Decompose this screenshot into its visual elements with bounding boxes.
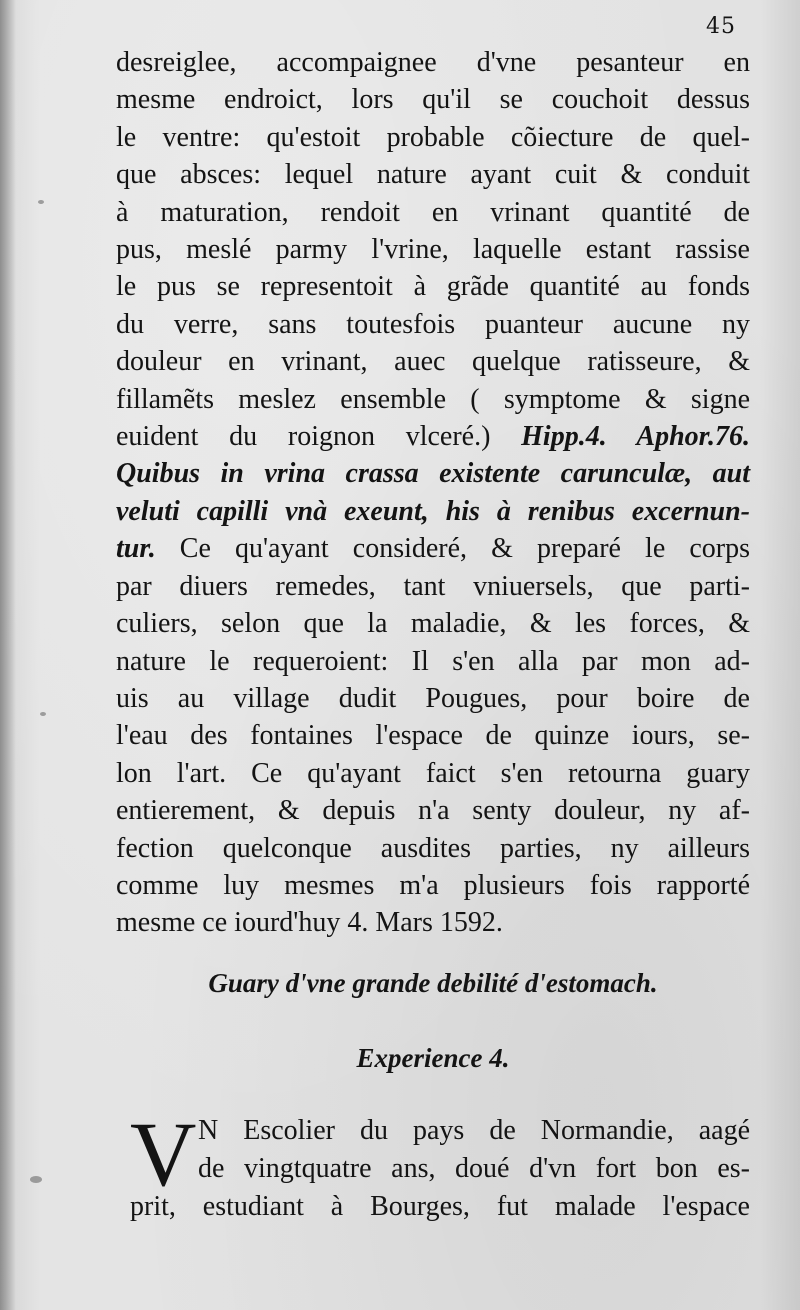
text-line: de vingtquatre ans, doué d'vn fort bon es- <box>198 1153 750 1184</box>
text-line: comme luy mesmes m'a plusieurs fois rapporté <box>116 869 750 901</box>
text-line: l'eau des fontaines l'espace de quinze iours, se- <box>116 720 750 752</box>
text-line: entierement, & depuis n'a senty douleur, ny af- <box>116 795 750 827</box>
second-paragraph <box>130 1103 750 1226</box>
text-line: uis au village dudit Pougues, pour boire de <box>116 682 750 714</box>
text-line: culiers, selon que la maladie, & les forces, & <box>116 608 750 640</box>
text-line-with-citation <box>116 418 750 455</box>
latin-quote-end: tur. <box>116 533 156 565</box>
text-line: le pus se representoit à grãde quantité au fonds <box>116 271 750 303</box>
section-title: Guary d'vne grande debilité d'estomach. <box>208 968 658 998</box>
text-line: pus, meslé parmy l'vrine, laquelle estant rassise <box>116 234 750 266</box>
text-fragment: Ce qu'ayant consideré, & preparé le corps <box>155 533 750 565</box>
text-line: mesme ce iourd'huy 4. Mars 1592. <box>116 907 503 939</box>
latin-quote-line: veluti capilli vnà exeunt, his à renibus excernun- <box>116 495 750 527</box>
text-line: à maturation, rendoit en vrinant quantité de <box>116 196 750 228</box>
drop-cap: V <box>130 1103 197 1205</box>
page-number: 45 <box>706 14 736 39</box>
text-line: nature le requeroient: Il s'en alla par mon ad- <box>116 645 750 677</box>
text-line-mixed <box>116 530 750 567</box>
text-line: lon l'art. Ce qu'ayant faict s'en retourna guary <box>116 757 750 789</box>
text-line: que absces: lequel nature ayant cuit & conduit <box>116 159 750 191</box>
main-paragraph <box>116 44 750 942</box>
text-line: le ventre: qu'estoit probable cõiecture de quel- <box>116 121 750 153</box>
paper-speck <box>38 200 44 204</box>
text-line: douleur en vrinant, auec quelque ratisseure, & <box>116 346 750 378</box>
page-gutter-shadow <box>0 0 16 1310</box>
latin-quote-line: Quibus in vrina crassa existente carunculæ, aut <box>116 458 750 490</box>
text-fragment: euident du roignon vlceré.) <box>116 421 491 453</box>
text-line: fection quelconque ausdites parties, ny ailleurs <box>116 832 750 864</box>
paper-speck <box>40 712 46 716</box>
text-line: N Escolier du pays de Normandie, aagé <box>198 1115 750 1146</box>
text-line: desreiglee, accompaignee d'vne pesanteur en <box>116 47 750 78</box>
text-line: mesme endroict, lors qu'il se couchoit dessus <box>116 84 750 116</box>
text-line: prit, estudiant à Bourges, fut malade l'espace <box>130 1191 750 1222</box>
text-line: par diuers remedes, tant vniuersels, que parti- <box>116 570 750 602</box>
section-subtitle: Experience 4. <box>356 1043 510 1073</box>
citation: Hipp.4. Aphor.76. <box>521 421 751 453</box>
text-line: fillamẽts meslez ensemble ( symptome & signe <box>116 383 750 415</box>
text-line: du verre, sans toutesfois puanteur aucune ny <box>116 308 750 340</box>
paper-speck <box>30 1176 42 1183</box>
